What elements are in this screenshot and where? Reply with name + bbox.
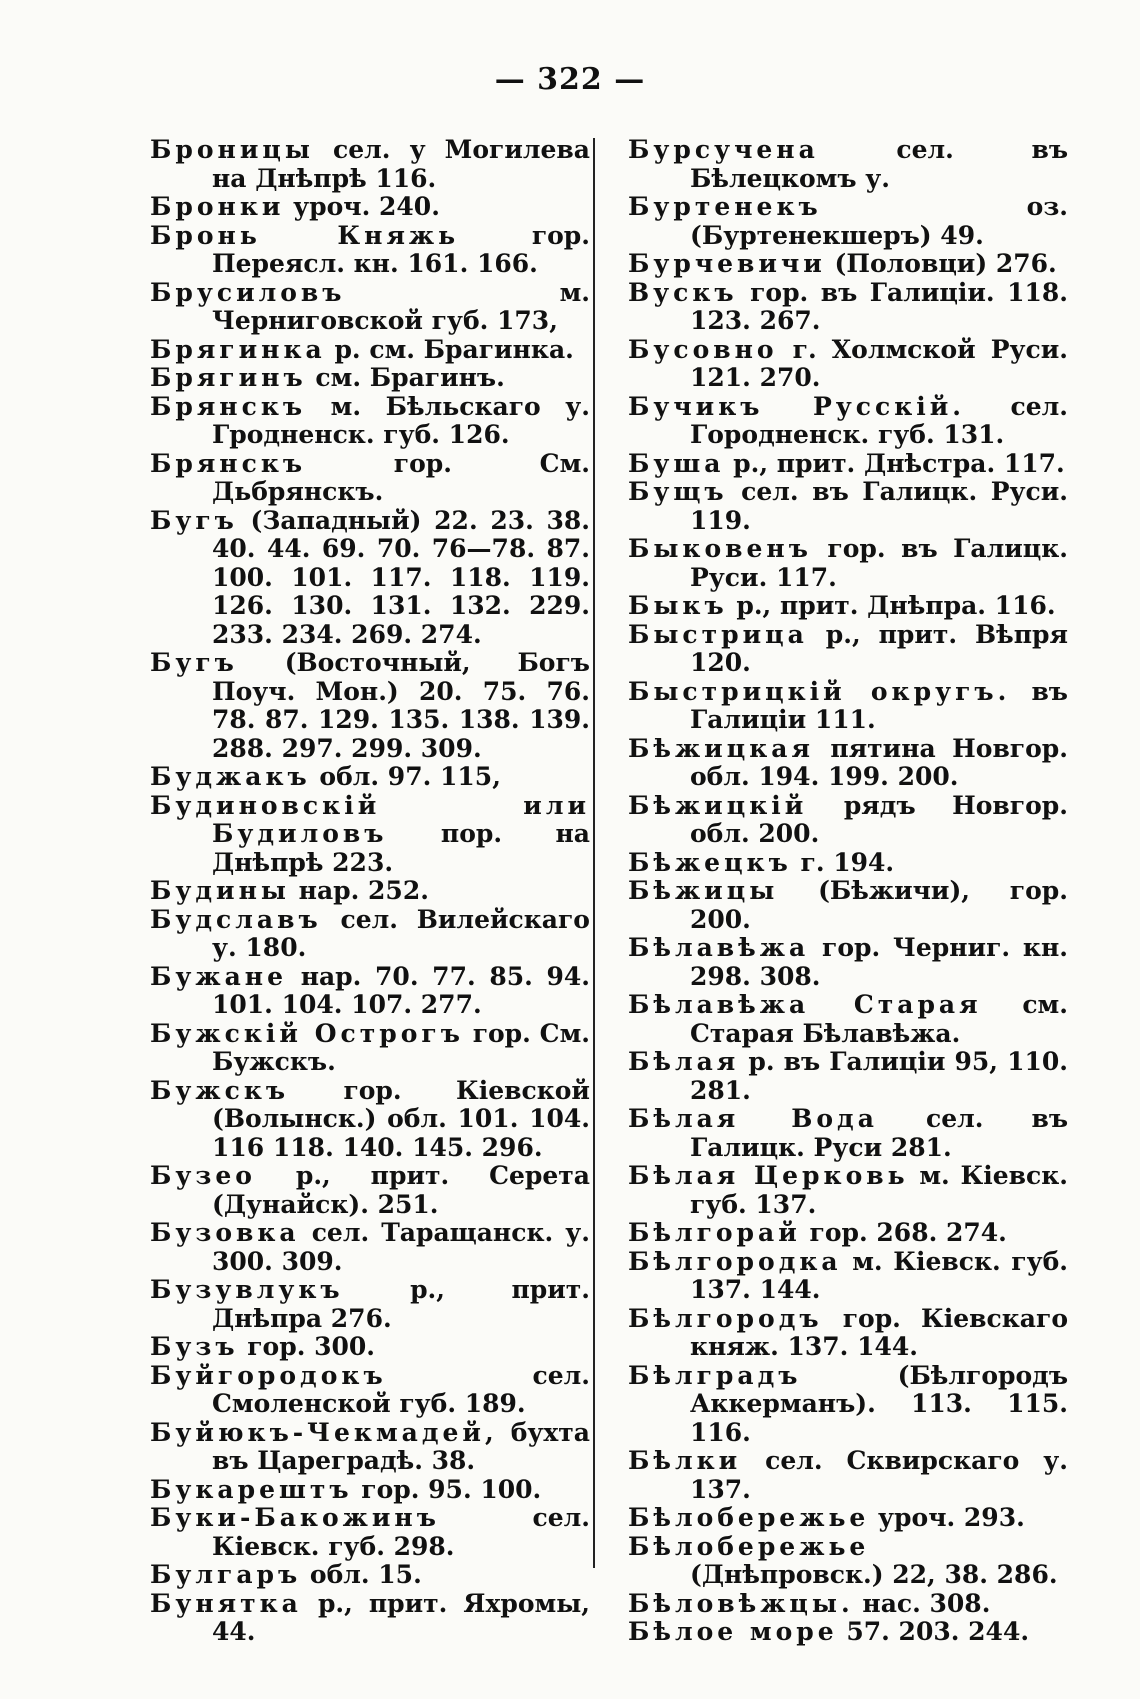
- entry-description: (Днѣпровск.) 22, 38. 286.: [690, 1560, 1058, 1589]
- entry-description: гор. 95. 100.: [361, 1474, 542, 1504]
- entry-term: Бузео: [150, 1161, 256, 1190]
- entry-description: м. Бѣльскаго у. Гродненск. губ. 126.: [212, 391, 590, 449]
- entry-term: Бущъ: [628, 477, 728, 506]
- entry-term: Бѣлгородка: [628, 1246, 842, 1276]
- entry-description: сел. въ Бѣлецкомъ у.: [690, 135, 1068, 193]
- index-entry: [150, 906, 590, 963]
- index-entry: [150, 1362, 590, 1419]
- index-entry: [628, 592, 1068, 621]
- entry-term: Бѣловѣжцы.: [628, 1588, 854, 1618]
- entry-term: Буртенекъ: [628, 192, 822, 221]
- entry-description: уроч. 240.: [293, 192, 440, 221]
- entry-term: Будины: [150, 876, 290, 905]
- entry-term: Бронки: [150, 192, 285, 221]
- index-entry: [628, 877, 1068, 934]
- entry-description: гор. См. Дьбрянскъ.: [212, 448, 590, 506]
- index-entry: [150, 279, 590, 336]
- entry-term: Бѣлавѣжа Старая: [628, 990, 982, 1019]
- index-entry: [628, 1305, 1068, 1362]
- entry-description: р., прит. Днѣпра 276.: [212, 1275, 590, 1333]
- index-entry: [150, 1590, 590, 1647]
- entry-term: Булгаръ: [150, 1560, 302, 1589]
- entry-description: нар. 70. 77. 85. 94. 101. 104. 107. 277.: [212, 961, 590, 1019]
- index-entry: [150, 1333, 590, 1362]
- index-column-right: [628, 136, 1068, 1647]
- entry-description: сел. Кіевск. губ. 298.: [212, 1503, 590, 1561]
- index-entry: [150, 393, 590, 450]
- index-entry: [628, 621, 1068, 678]
- entry-term: Буджакъ: [150, 762, 311, 791]
- entry-description: г. Холмской Руси. 121. 270.: [690, 334, 1068, 392]
- index-entry: [628, 136, 1068, 193]
- entry-description: въ Галиціи 111.: [690, 676, 1068, 734]
- entry-description: обл. 97. 115,: [319, 762, 501, 791]
- entry-description: сел. Таращанск. у. 300. 309.: [212, 1218, 590, 1276]
- entry-description: сел. Сквирскаго у. 137.: [690, 1446, 1068, 1504]
- entry-term: Брягинъ: [150, 363, 307, 392]
- entry-description: гор. Черниг. кн. 298. 308.: [690, 933, 1068, 991]
- entry-term: Буйгородокъ: [150, 1360, 387, 1390]
- entry-term: Бѣжицкій: [628, 790, 808, 820]
- entry-term: Быстрица: [628, 619, 808, 649]
- entry-description: уроч. 293.: [878, 1503, 1025, 1532]
- index-entry: [628, 849, 1068, 878]
- index-entry: [628, 1447, 1068, 1504]
- entry-term: Бужскій Острогъ: [150, 1018, 464, 1048]
- entry-term: Брянскъ: [150, 391, 307, 421]
- index-entry: [628, 934, 1068, 991]
- entry-description: гор. См. Бужскъ.: [212, 1018, 590, 1076]
- entry-term: Бузъ: [150, 1332, 239, 1361]
- index-entry: [628, 478, 1068, 535]
- index-entry: [150, 450, 590, 507]
- index-entry: [150, 1419, 590, 1476]
- entry-term: Бѣлобережье: [628, 1531, 870, 1561]
- index-entry: [150, 193, 590, 222]
- entry-term: Бѣжицы: [628, 876, 779, 905]
- entry-description: р., прит. Яхромы, 44.: [212, 1588, 590, 1646]
- entry-term: Бѣлое море: [628, 1617, 838, 1646]
- entry-term: Буша: [628, 448, 725, 478]
- entry-description: р. см. Брагинка.: [334, 334, 574, 364]
- entry-description: пор. на Днѣпрѣ 223.: [212, 819, 590, 877]
- entry-term: Бѣжицкая: [628, 733, 814, 763]
- entry-description: гор. Переясл. кн. 161. 166.: [212, 220, 590, 278]
- entry-description: см. Брагинъ.: [315, 363, 505, 392]
- entry-term: Бѣлки: [628, 1446, 742, 1475]
- entry-term: Вускъ: [628, 277, 738, 307]
- index-entry: [628, 535, 1068, 592]
- index-entry: [628, 250, 1068, 279]
- entry-term: Бронь Княжь: [150, 220, 460, 250]
- index-entry: [628, 991, 1068, 1048]
- index-column-left: [150, 136, 590, 1647]
- entry-description: рядъ Новгор. обл. 200.: [690, 790, 1068, 848]
- entry-description: сел. Городненск. губ. 131.: [690, 391, 1068, 449]
- index-entry: [150, 1219, 590, 1276]
- index-entry: [150, 1561, 590, 1590]
- entry-term: Броницы: [150, 135, 314, 164]
- entry-term: Бусовно: [628, 334, 778, 364]
- index-entry: [628, 678, 1068, 735]
- index-entry: [628, 1248, 1068, 1305]
- entry-description: оз. (Буртенекшеръ) 49.: [690, 192, 1068, 250]
- entry-term: Брягинка: [150, 334, 326, 364]
- entry-description: г. 194.: [800, 847, 895, 877]
- index-entry: [150, 1276, 590, 1333]
- entry-description: р., прит. Серета (Дунайск). 251.: [212, 1161, 590, 1219]
- entry-term: Бужскъ: [150, 1075, 290, 1105]
- index-entry: [628, 792, 1068, 849]
- index-entry: [150, 336, 590, 365]
- entry-term: Будиновскій или Будиловъ: [150, 790, 590, 848]
- index-entry: [150, 763, 590, 792]
- entry-description: (Бѣлгородъ Аккерманъ). 113. 115. 116.: [690, 1360, 1068, 1447]
- index-entry: [628, 193, 1068, 250]
- entry-description: р. въ Галиціи 95, 110. 281.: [690, 1047, 1068, 1105]
- entry-description: гор. въ Галиціи. 118. 123. 267.: [690, 277, 1068, 335]
- entry-description: р., прит. Днѣстра. 117.: [733, 448, 1065, 478]
- index-entry: [150, 963, 590, 1020]
- entry-description: 57. 203. 244.: [846, 1617, 1030, 1646]
- entry-description: нас. 308.: [862, 1588, 991, 1618]
- entry-description: сел. въ Галицк. Руси 281.: [690, 1104, 1068, 1162]
- index-entry: [150, 792, 590, 878]
- entry-description: гор. 268. 274.: [809, 1218, 1007, 1247]
- entry-description: (Западный) 22. 23. 38. 40. 44. 69. 70. 76—78. 87. 100. 101. 117. 118. 119. 126. 130. 131. 132. 229. 233. 234. 269. 274.: [212, 505, 590, 649]
- index-entry: [628, 1618, 1068, 1647]
- index-entry: [150, 1077, 590, 1163]
- entry-term: Бузувлукъ: [150, 1275, 344, 1304]
- index-entry: [150, 1476, 590, 1505]
- entry-term: Бѣлая Церковь: [628, 1161, 909, 1190]
- entry-term: Бучикъ Русскій.: [628, 391, 965, 421]
- index-entry: [628, 1590, 1068, 1619]
- entry-description: м. Черниговской губ. 173,: [212, 277, 590, 335]
- entry-term: Бурчевичи: [628, 249, 826, 278]
- entry-term: Бугъ: [150, 648, 238, 677]
- index-entry: [628, 1105, 1068, 1162]
- entry-description: сел. Смоленской губ. 189.: [212, 1360, 590, 1418]
- entry-description: сел. Вилейскаго у. 180.: [212, 904, 590, 962]
- entry-term: Бѣлавѣжа: [628, 933, 810, 962]
- entry-term: Будславъ: [150, 904, 322, 934]
- entry-term: Буки-Бакожинъ: [150, 1503, 440, 1532]
- index-entry: [628, 450, 1068, 479]
- entry-description: (Восточный, Богъ Поуч. Мон.) 20. 75. 76. 78. 87. 129. 135. 138. 139. 288. 297. 299. 309.: [212, 648, 590, 763]
- index-entry: [628, 393, 1068, 450]
- entry-description: (Половци) 276.: [834, 249, 1057, 278]
- entry-description: обл. 15.: [309, 1560, 422, 1589]
- entry-description: р., прит. Вѣпря 120.: [690, 619, 1068, 677]
- entry-term: Бурсучена: [628, 135, 819, 164]
- entry-description: нар. 252.: [298, 876, 429, 905]
- entry-term: Бѣжецкъ: [628, 847, 792, 877]
- entry-term: Буйюкъ-Чекмадей,: [150, 1417, 498, 1447]
- entry-term: Бунятка: [150, 1588, 302, 1618]
- index-entry: [628, 1504, 1068, 1533]
- index-entry: [628, 1162, 1068, 1219]
- entry-term: Бѣлгородъ: [628, 1303, 823, 1333]
- index-entry: [150, 1504, 590, 1561]
- entry-term: Брусиловъ: [150, 277, 346, 307]
- index-entry: [628, 1362, 1068, 1448]
- entry-term: Букарештъ: [150, 1474, 353, 1504]
- index-entry: [150, 222, 590, 279]
- entry-term: Бѣлградъ: [628, 1360, 802, 1390]
- entry-description: пятина Новгор. обл. 194. 199. 200.: [690, 733, 1068, 791]
- index-entry: [150, 136, 590, 193]
- entry-term: Быковенъ: [628, 534, 812, 563]
- entry-description: сел. въ Галицк. Руси. 119.: [690, 477, 1068, 535]
- entry-term: Бужане: [150, 961, 288, 991]
- page-number: — 322 —: [494, 62, 646, 97]
- entry-description: (Бѣжичи), гор. 200.: [690, 876, 1068, 934]
- index-entry: [628, 1048, 1068, 1105]
- entry-description: гор. въ Галицк. Руси. 117.: [690, 534, 1068, 592]
- entry-term: Быстрицкій округъ.: [628, 676, 1011, 706]
- entry-description: сел. у Могилева на Днѣпрѣ 116.: [212, 135, 590, 193]
- index-entry: [150, 364, 590, 393]
- column-divider: [593, 138, 595, 1568]
- index-entry: [628, 1533, 1068, 1590]
- index-entry: [150, 877, 590, 906]
- index-entry: [628, 279, 1068, 336]
- entry-description: гор. Кіевскаго княж. 137. 144.: [690, 1303, 1068, 1361]
- entry-description: гор. Кіевской (Волынск.) обл. 101. 104. 116 118. 140. 145. 296.: [212, 1075, 590, 1162]
- entry-description: м. Кіевск. губ. 137.: [690, 1161, 1068, 1219]
- entry-term: Бѣлая Вода: [628, 1104, 878, 1133]
- entry-term: Бузовка: [150, 1218, 300, 1247]
- entry-description: см. Старая Бѣлавѣжа.: [690, 990, 1068, 1048]
- entry-term: Бѣлая: [628, 1047, 740, 1076]
- index-entry: [150, 1020, 590, 1077]
- index-entry: [150, 649, 590, 763]
- index-entry: [628, 336, 1068, 393]
- index-entry: [628, 735, 1068, 792]
- entry-description: бухта въ Цареградѣ. 38.: [212, 1417, 590, 1475]
- entry-description: гор. 300.: [247, 1332, 375, 1361]
- index-entry: [150, 507, 590, 650]
- entry-description: р., прит. Днѣпра. 116.: [736, 591, 1056, 620]
- entry-term: Брянскъ: [150, 448, 307, 478]
- entry-term: Бѣлобережье: [628, 1503, 870, 1532]
- index-entry: [150, 1162, 590, 1219]
- entry-description: м. Кіевск. губ. 137. 144.: [690, 1246, 1068, 1304]
- entry-term: Бѣлгорай: [628, 1218, 801, 1247]
- index-entry: [628, 1219, 1068, 1248]
- entry-term: Бугъ: [150, 505, 238, 535]
- entry-term: Быкъ: [628, 591, 728, 620]
